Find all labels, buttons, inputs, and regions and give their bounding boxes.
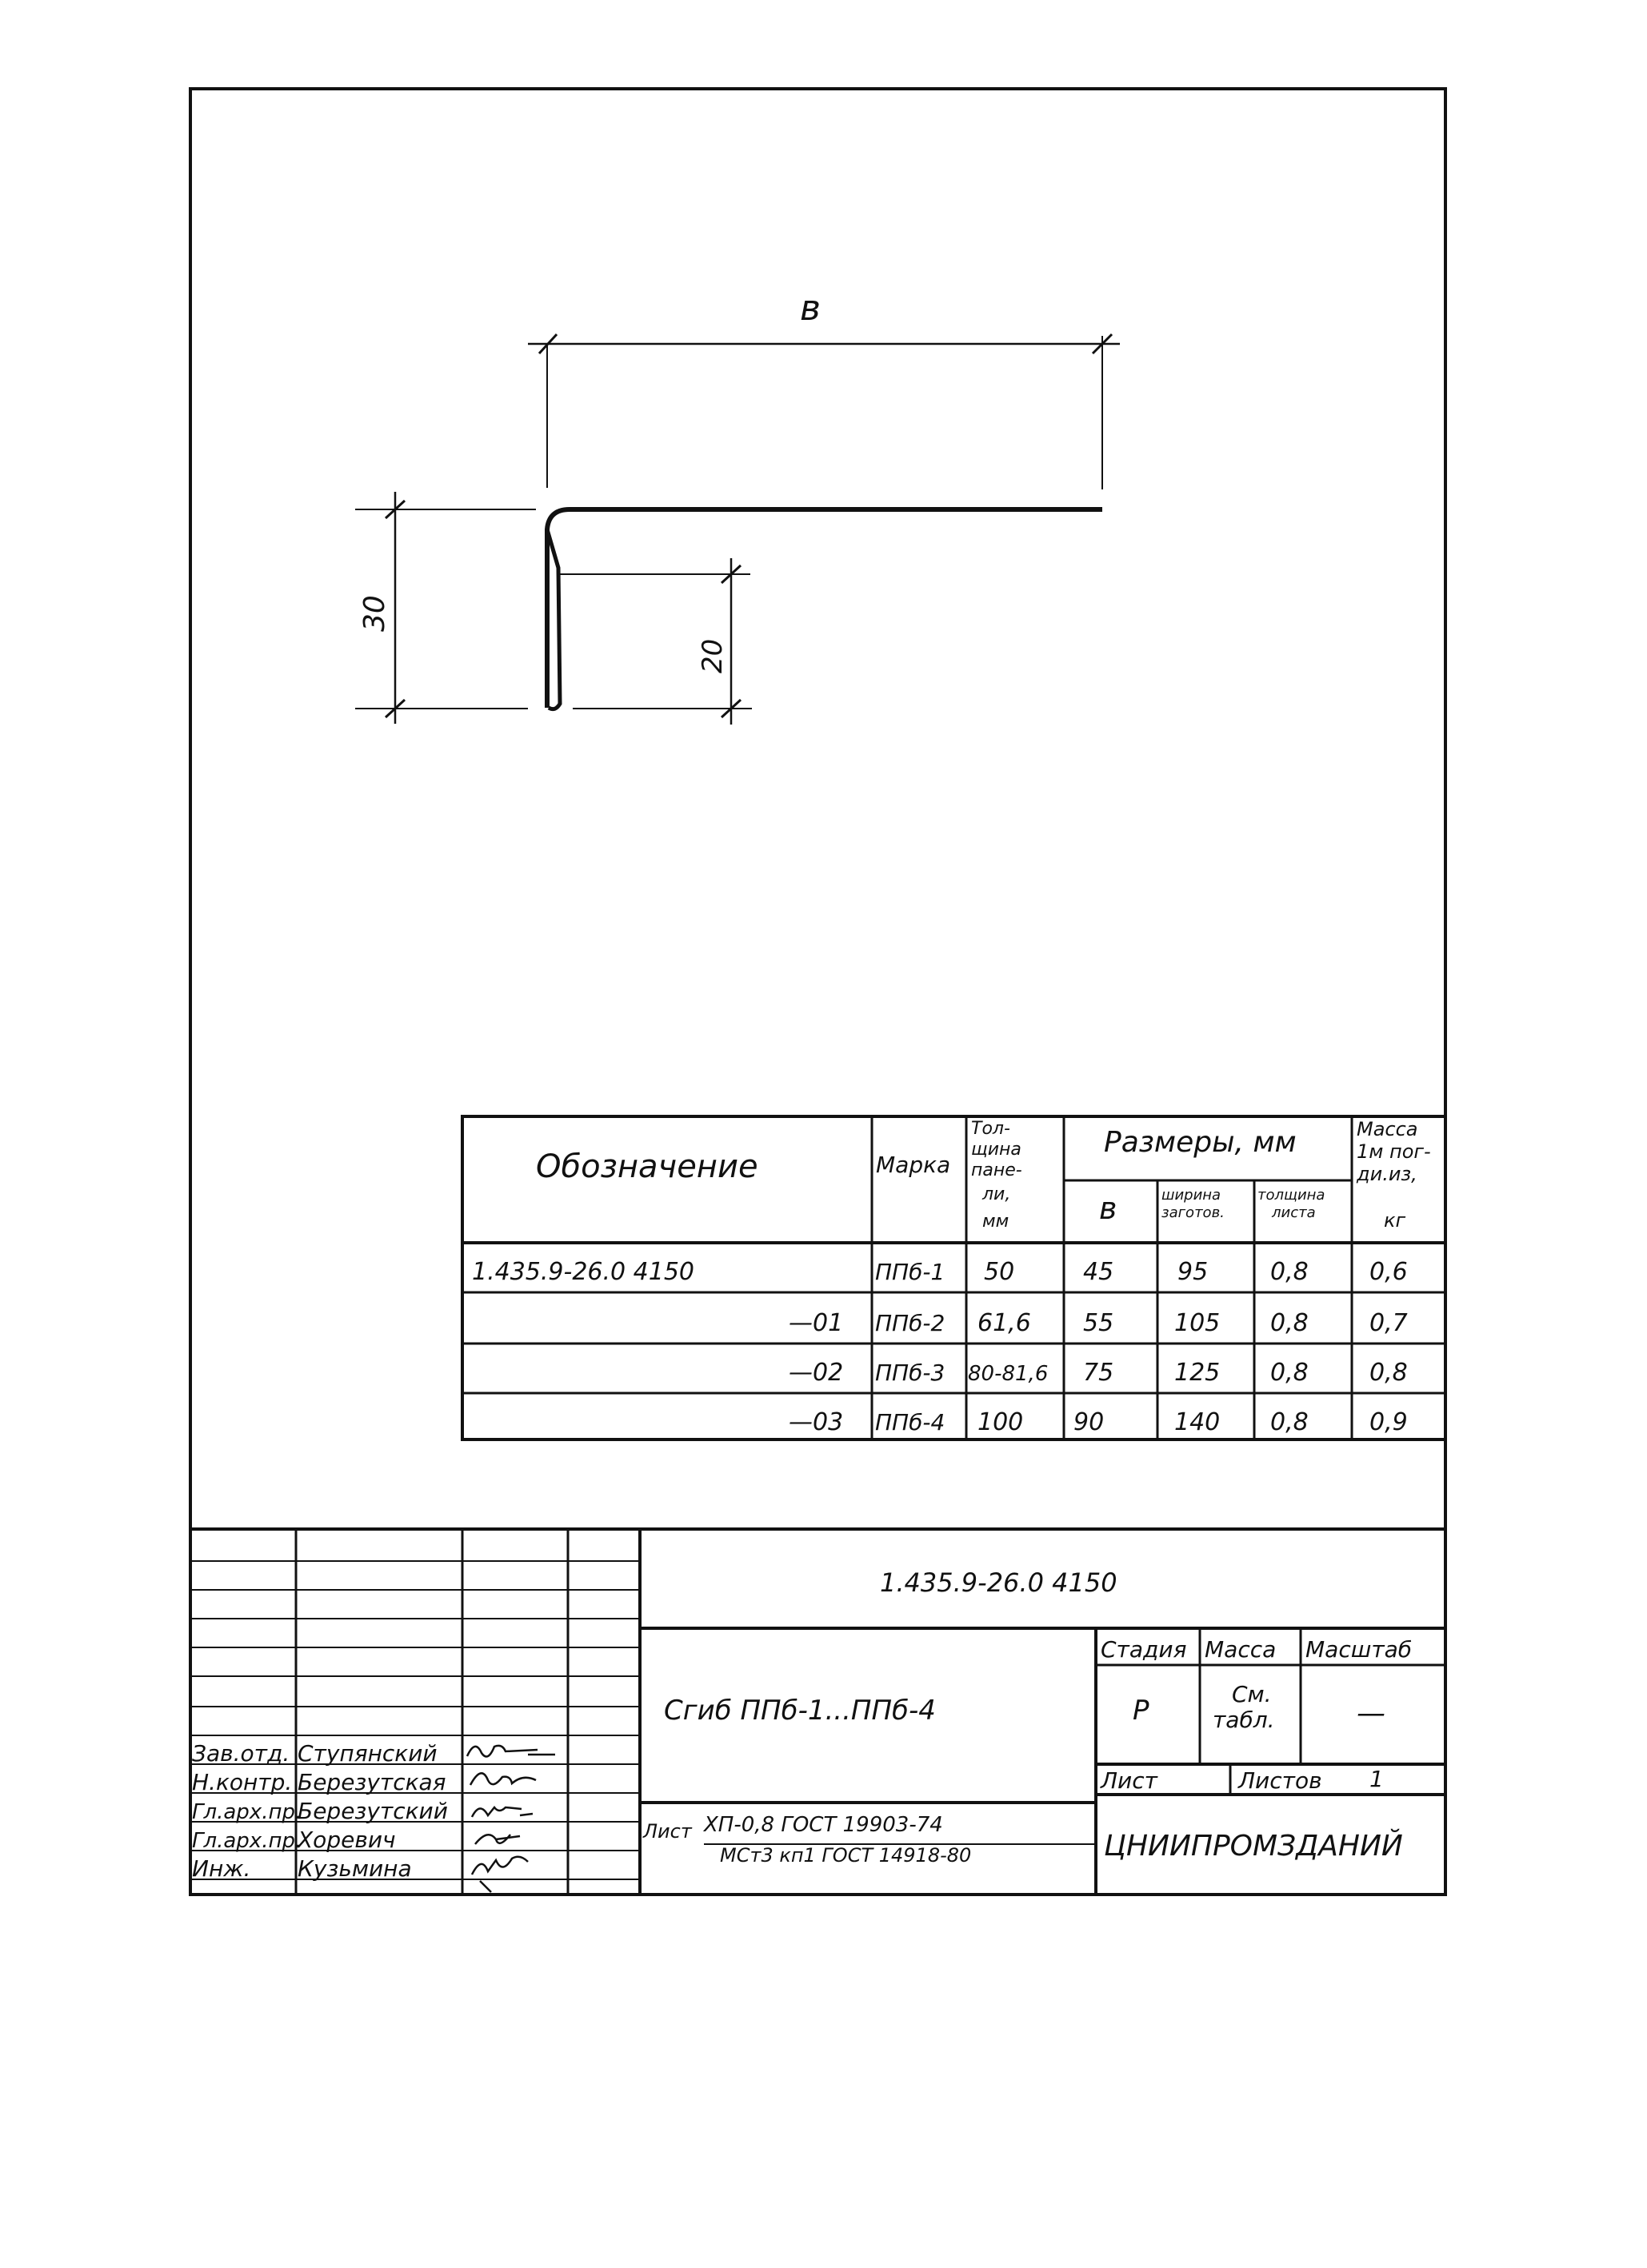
row1-sheet: 0,8 <box>1270 1258 1309 1286</box>
row4-mark: ППб-4 <box>875 1409 945 1435</box>
title-material-prefix: Лист <box>643 1820 692 1843</box>
row3-b: 75 <box>1083 1359 1114 1387</box>
title-mass-value-1: См. <box>1232 1681 1272 1707</box>
row1-b: 45 <box>1083 1258 1114 1286</box>
header-thickness-3: пане- <box>971 1160 1022 1180</box>
row4-b: 90 <box>1073 1408 1105 1436</box>
title-sheets-label: Листов <box>1238 1767 1322 1794</box>
row2-mass: 0,7 <box>1369 1309 1408 1337</box>
header-sheet-1: толщина <box>1257 1187 1325 1204</box>
title-scale-label: Масштаб <box>1305 1636 1413 1663</box>
row1-mark: ППб-1 <box>875 1259 945 1285</box>
title-mass-label: Масса <box>1205 1636 1277 1663</box>
row1-designation: 1.435.9-26.0 4150 <box>472 1258 695 1286</box>
title-organization: ЦНИИПРОМЗДАНИЙ <box>1104 1830 1403 1863</box>
dim-label-width: в <box>800 288 821 329</box>
row1-mass: 0,6 <box>1369 1258 1408 1286</box>
sig-role-1: Зав.отд. <box>192 1740 290 1767</box>
header-mass-3: ди.из, <box>1357 1163 1417 1185</box>
header-mass-2: 1м пог- <box>1357 1140 1431 1163</box>
sig-name-5: Кузьмина <box>298 1855 412 1882</box>
row2-thickness: 61,6 <box>977 1309 1031 1337</box>
sig-role-3: Гл.арх.пр. <box>192 1800 302 1824</box>
row4-designation: —03 <box>789 1408 844 1436</box>
sig-role-2: Н.контр. <box>192 1769 293 1795</box>
title-sheet-label: Лист <box>1101 1767 1157 1794</box>
header-width-2: заготов. <box>1161 1204 1225 1221</box>
row1-width: 95 <box>1177 1258 1209 1286</box>
header-thickness-5: мм <box>982 1212 1009 1232</box>
title-stage-label: Стадия <box>1101 1636 1187 1663</box>
sig-name-1: Ступянский <box>298 1740 438 1767</box>
header-sizes: Размеры, мм <box>1104 1126 1297 1159</box>
row4-sheet: 0,8 <box>1270 1408 1309 1436</box>
header-sheet-2: листа <box>1272 1204 1316 1221</box>
row2-designation: —01 <box>789 1309 844 1337</box>
sig-role-4: Гл.арх.пр. <box>192 1829 302 1853</box>
row3-sheet: 0,8 <box>1270 1359 1309 1387</box>
row3-thickness: 80-81,6 <box>968 1362 1049 1386</box>
sig-name-4: Хоревич <box>298 1827 396 1853</box>
header-size-b: в <box>1099 1191 1117 1226</box>
title-stage-value: Р <box>1133 1695 1149 1727</box>
dim-label-height-inner: 20 <box>697 638 729 673</box>
sig-name-2: Березутская <box>298 1769 446 1795</box>
header-mark: Марка <box>876 1152 951 1178</box>
header-mass-1: Масса <box>1357 1118 1418 1140</box>
title-doc-code: 1.435.9-26.0 4150 <box>880 1567 1117 1598</box>
title-material-2: МСт3 кп1 ГОСТ 14918-80 <box>720 1844 972 1867</box>
profile-drawing <box>355 334 1120 725</box>
title-mass-value-2: табл. <box>1213 1707 1275 1733</box>
title-sheets-value: 1 <box>1369 1766 1384 1792</box>
row3-mark: ППб-3 <box>875 1360 945 1386</box>
sig-name-3: Березутский <box>298 1798 448 1824</box>
sheet-frame <box>190 89 1445 1895</box>
row3-width: 125 <box>1174 1359 1221 1387</box>
header-thickness-2: щина <box>971 1140 1021 1160</box>
handwritten-signatures <box>467 1746 555 1892</box>
header-thickness-1: Тол- <box>971 1119 1010 1139</box>
row2-mark: ППб-2 <box>875 1310 945 1336</box>
row2-sheet: 0,8 <box>1270 1309 1309 1337</box>
header-thickness-4: ли, <box>982 1184 1011 1204</box>
header-designation: Обозначение <box>536 1148 758 1185</box>
header-width-1: ширина <box>1161 1187 1221 1204</box>
row4-thickness: 100 <box>977 1408 1024 1436</box>
sig-role-5: Инж. <box>192 1855 251 1882</box>
row3-designation: —02 <box>789 1359 844 1387</box>
row4-width: 140 <box>1174 1408 1221 1436</box>
row1-thickness: 50 <box>984 1258 1015 1286</box>
title-name: Сгиб ППб-1...ППб-4 <box>664 1695 936 1727</box>
profile-outline <box>547 509 1102 708</box>
row3-mass: 0,8 <box>1369 1359 1408 1387</box>
title-scale-value: — <box>1357 1697 1385 1730</box>
row2-width: 105 <box>1174 1309 1221 1337</box>
row4-mass: 0,9 <box>1369 1408 1408 1436</box>
header-mass-4: кг <box>1384 1209 1406 1232</box>
title-material-1: ХП-0,8 ГОСТ 19903-74 <box>704 1813 943 1837</box>
dim-label-height-total: 30 <box>358 595 391 632</box>
row2-b: 55 <box>1083 1309 1114 1337</box>
